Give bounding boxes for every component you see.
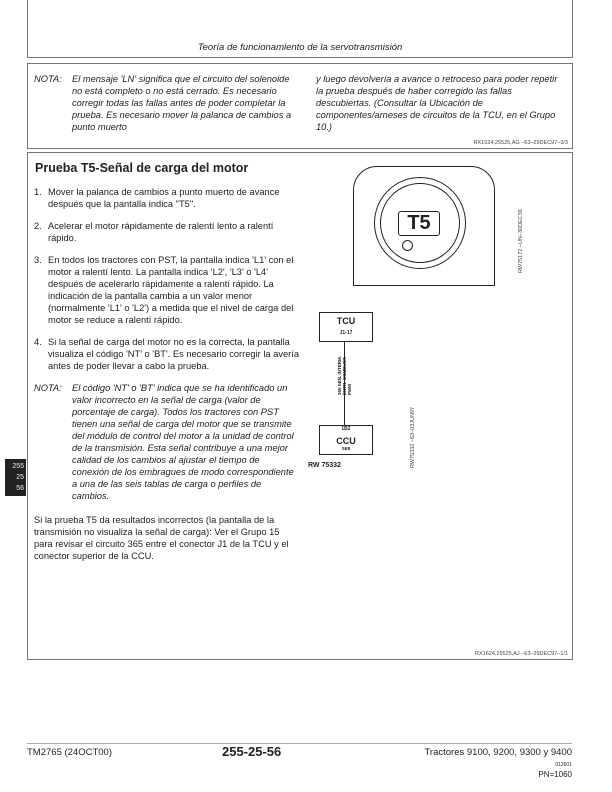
footer-small-code: 012601 [555, 762, 572, 768]
side-tab-group: 25 [16, 474, 24, 481]
section-note [34, 382, 299, 502]
footer-rule [27, 743, 572, 744]
ccu-box [319, 425, 373, 455]
footer-doc-id: TM2765 (24OCT00) [27, 747, 113, 758]
footer-pn: PN=1060 [538, 770, 572, 779]
step-item [34, 186, 299, 210]
figure1-ref: RW75172 –UN–30DEC36 [518, 209, 524, 273]
step-text: Acelerar el motor rápidamente de ralentí lento a ralentí rápido. [48, 221, 274, 243]
tcu-box [319, 312, 373, 342]
footer-page-number: 255-25-56 [222, 744, 282, 759]
step-text: Mover la palanca de cambios a punto muerto de avance después que la pantalla indica "T5". [48, 187, 280, 209]
step-number: 2. [34, 221, 42, 231]
ccu-sub: SE8 [341, 446, 351, 451]
display-readout: T5 [398, 211, 440, 236]
closing-text: Si la prueba T5 da resultados incorrectos (la pantalla de la transmisión no visualiza la señal de carga): Ver el Grupo 15 para revisar el circuito 365 entre el conector J1 de la TCU y el conector superior de la CCU. [34, 515, 289, 561]
step-number: 1. [34, 187, 42, 197]
step-text: En todos los tractores con PST, la pantalla indica 'L1' con el motor a ralentí lento. La pantalla indica 'L2', 'L3' o 'L4' después de acelerarlo rápidamente a ralentí rápido. La indicación de la pantalla cambia a un valor menor (normalmente 'L1' o 'L2') a medida que el nivel de carga del motor se reduce a ralentí rápido. [48, 255, 294, 325]
side-tab-section: 255 [12, 463, 24, 470]
note-top-col1 [34, 73, 299, 133]
step-number: 3. [34, 255, 42, 265]
step-item [34, 254, 299, 326]
step-item [34, 336, 299, 372]
side-tab-page: 56 [16, 485, 24, 492]
note-label: NOTA: [34, 383, 62, 393]
step-item [34, 220, 299, 244]
footer-models: Tractores 9100, 9200, 9300 y 9400 [424, 747, 572, 758]
section-box [27, 152, 573, 660]
note-top-ref: RX1624,25525,AG –63–29DEC97–3/3 [473, 140, 568, 146]
note-text: El mensaje 'LN' significa que el circuito del solenoide no está completo o no está cerrado. Es necesario corregir todas las fallas antes de poder completar la prueba. Es necesario mover la palanca de cambios a punto muerto [72, 74, 292, 132]
note-text: El código 'NT' o 'BT' indica que se ha identificado un valor incorrecto en la señal de carga (valor de porcentaje de carga). Todos los tractores con PST tienen una señal de carga del motor que se transmite del módulo de control del motor a la unidad de control de la transmisión. Esta señal contribuye a una mejor calidad de los cambios al ajustar el tiempo de conexión de los embragues de modo correspondiente a una de las seis tablas de carga o perfiles de cambios. [72, 383, 294, 501]
header-box [27, 0, 573, 58]
note-label: NOTA: [34, 74, 62, 84]
note-top-col2: y luego devolvería a avance o retroceso para poder repetir la prueba después de haber corregido las fallas descubiertas. (Consultar la Ubicación de componentes/arneses de circuitos de la TCU, en el Grupo 10.) [316, 74, 558, 132]
header-title: Teoría de funcionamiento de la servotransmisión [197, 42, 403, 53]
indicator-light-icon [402, 240, 413, 251]
side-tab [5, 459, 26, 496]
figure2-ref: RW75332 –63–03JUN97 [410, 406, 416, 468]
ccu-label: CCU [336, 436, 356, 446]
step-number: 4. [34, 337, 42, 347]
tcu-pin: J1-17 [339, 330, 353, 336]
wire-label: 365 SEÑ. INTERM. ENTR. COMBUST. PWM [337, 355, 352, 395]
note-top-box [27, 63, 573, 149]
step-text: Si la señal de carga del motor no es la correcta, la pantalla visualiza el código 'NT' o 'BT'. Es necesario corregir la avería antes de poder llevar a cabo la prueba. [48, 337, 299, 371]
display-bezel [374, 177, 466, 269]
section-title: Prueba T5-Señal de carga del motor [35, 161, 249, 175]
tcu-label: TCU [336, 316, 356, 326]
steps-list [34, 186, 299, 562]
section-ref: RX1624,25525,AJ –63–29DEC97–1/1 [475, 651, 568, 657]
ccu-pin: 1B2 [341, 426, 351, 432]
display-illustration [353, 166, 495, 286]
figure2-label: RW 75332 [308, 462, 341, 469]
